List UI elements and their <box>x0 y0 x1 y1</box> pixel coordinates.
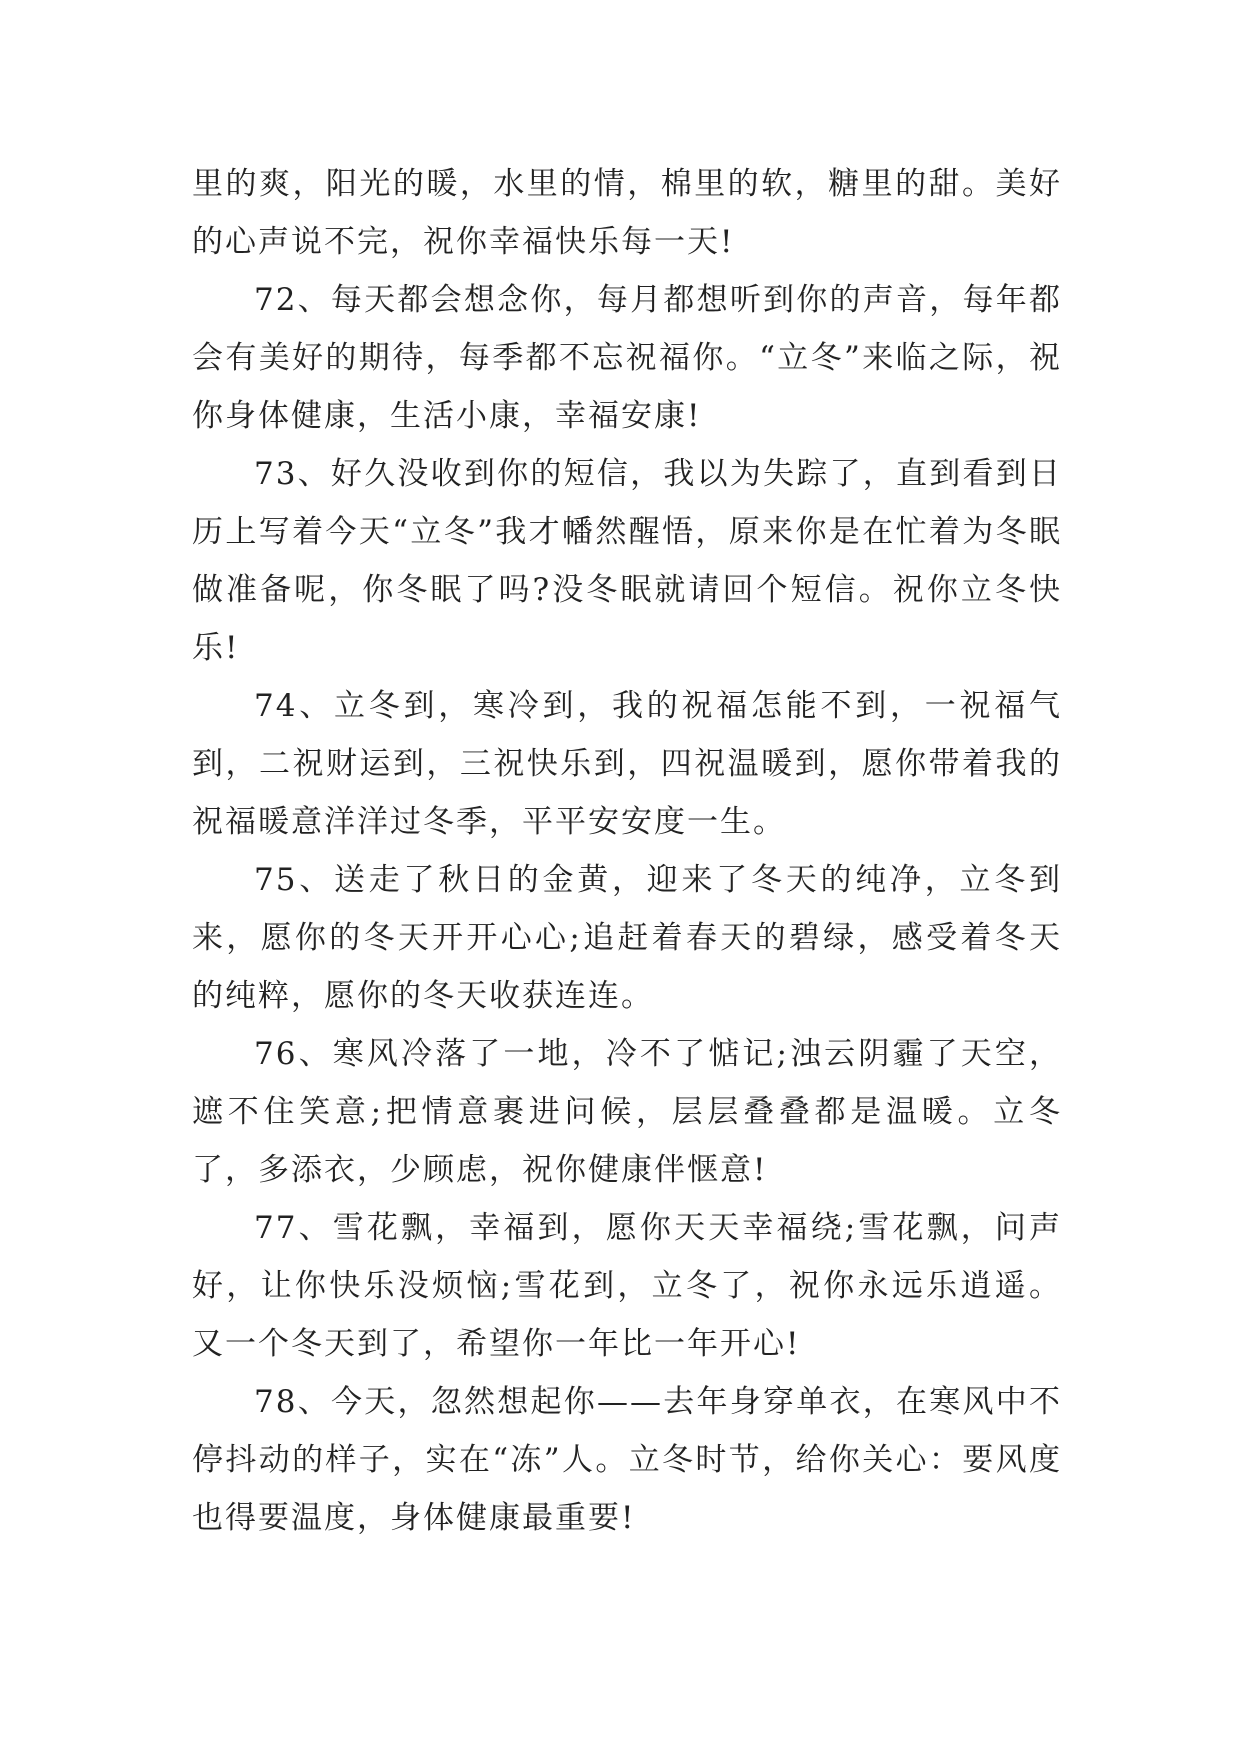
paragraph-74: 74、立冬到，寒冷到，我的祝福怎能不到，一祝福气到，二祝财运到，三祝快乐到，四祝温暖到，愿你带着我的祝福暖意洋洋过冬季，平平安安度一生。 <box>192 688 1062 840</box>
paragraph-72: 72、每天都会想念你，每月都想听到你的声音，每年都会有美好的期待，每季都不忘祝福你。“立冬”来临之际，祝你身体健康，生活小康，幸福安康! <box>192 282 1062 434</box>
paragraph-77: 77、雪花飘，幸福到，愿你天天幸福绕;雪花飘，问声好，让你快乐没烦恼;雪花到，立冬了，祝你永远乐逍遥。又一个冬天到了，希望你一年比一年开心! <box>192 1210 1062 1362</box>
paragraph-73: 73、好久没收到你的短信，我以为失踪了，直到看到日历上写着今天“立冬”我才幡然醒悟，原来你是在忙着为冬眠做准备呢，你冬眠了吗?没冬眠就请回个短信。祝你立冬快乐! <box>192 456 1062 666</box>
paragraph-continuation: 里的爽，阳光的暖，水里的情，棉里的软，糖里的甜。美好的心声说不完，祝你幸福快乐每一天! <box>192 166 1062 260</box>
paragraph-75: 75、送走了秋日的金黄，迎来了冬天的纯净，立冬到来，愿你的冬天开开心心;追赶着春天的碧绿，感受着冬天的纯粹，愿你的冬天收获连连。 <box>192 862 1062 1014</box>
paragraph-78: 78、今天，忽然想起你——去年身穿单衣，在寒风中不停抖动的样子，实在“冻”人。立冬时节，给你关心：要风度也得要温度，身体健康最重要! <box>192 1384 1062 1536</box>
document-body <box>192 155 1062 1547</box>
paragraph-76: 76、寒风冷落了一地，冷不了惦记;浊云阴霾了天空，遮不住笑意;把情意裹进问候，层层叠叠都是温暖。立冬了，多添衣，少顾虑，祝你健康伴惬意! <box>192 1036 1062 1188</box>
